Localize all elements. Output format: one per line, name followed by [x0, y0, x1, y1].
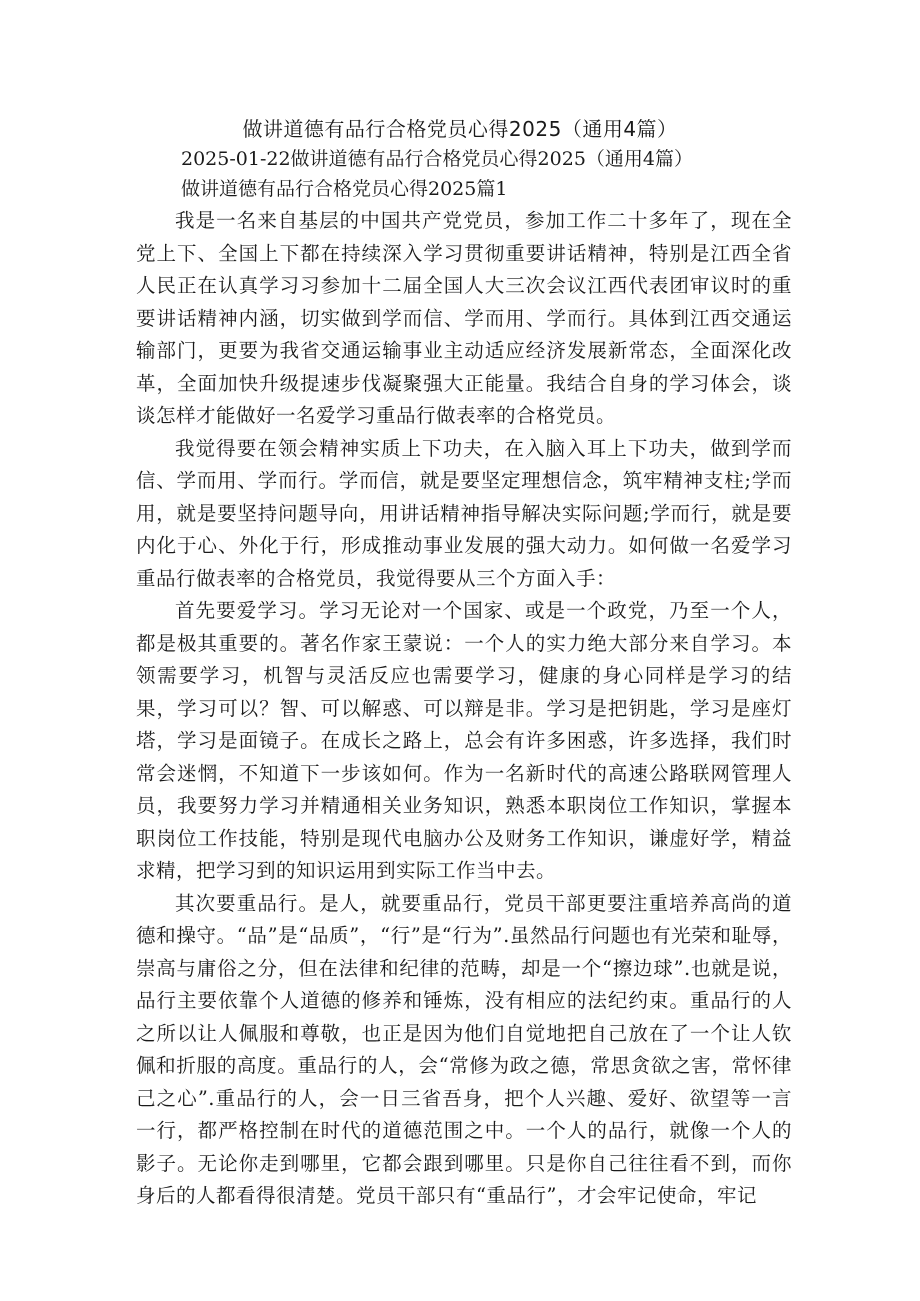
paragraph: 其次要重品行。是人，就要重品行，党员干部更要注重培养高尚的道德和操守。“品”是“品质”，“行”是“行为”.虽然品行问题也有光荣和耻辱，崇高与庸俗之分，但在法律和纪律的范畴，却是一个“擦边球”.也就是说，品行主要依靠个人道德的修养和锤炼，没有相应的法纪约束。重品行的人之所以让人佩服和尊敬，也正是因为他们自觉地把自己放在了一个让人钦佩和折服的高度。重品行的人，会“常修为政之德，常思贪欲之害，常怀律己之心”.重品行的人，会一日三省吾身，把个人兴趣、爱好、欲望等一言一行，都严格控制在时代的道德范围之中。一个人的品行，就像一个人的影子。无论你走到哪里，它都会跟到哪里。只是你自己往往看不到，而你身后的人都看得很清楚。党员干部只有“重品行”，才会牢记使命，牢记 [136, 891, 792, 1207]
paragraph: 我觉得要在领会精神实质上下功夫，在入脑入耳上下功夫，做到学而信、学而用、学而行。学而信，就是要坚定理想信念，筑牢精神支柱;学而用，就是要坚持问题导向，用讲话精神指导解决实际问题;学而行，就是要内化于心、外化于行，形成推动事业发展的强大动力。如何做一名爱学习重品行做表率的合格党员，我觉得要从三个方面入手： [136, 436, 792, 590]
paragraph: 首先要爱学习。学习无论对一个国家、或是一个政党，乃至一个人，都是极其重要的。著名作家王蒙说：一个人的实力绝大部分来自学习。本领需要学习，机智与灵活反应也需要学习，健康的身心同样是学习的结果，学习可以？智、可以解惑、可以辩是非。学习是把钥匙，学习是座灯塔，学习是面镜子。在成长之路上，总会有许多困惑，许多选择，我们时常会迷惘，不知道下一步该如何。作为一名新时代的高速公路联网管理人员，我要努力学习并精通相关业务知识，熟悉本职岗位工作知识，掌握本职岗位工作技能，特别是现代电脑办公及财务工作知识，谦虚好学，精益求精，把学习到的知识运用到实际工作当中去。 [136, 599, 792, 882]
document-title: 做讲道德有品行合格党员心得2025（通用4篇） [242, 117, 678, 141]
document-date-subtitle: 2025-01-22做讲道德有品行合格党员心得2025（通用4篇） [181, 148, 693, 170]
section-heading: 做讲道德有品行合格党员心得2025篇1 [181, 178, 508, 200]
paragraph: 我是一名来自基层的中国共产党党员，参加工作二十多年了，现在全党上下、全国上下都在持续深入学习贯彻重要讲话精神，特别是江西全省人民正在认真学习习参加十二届全国人大三次会议江西代表团审议时的重要讲话精神内涵，切实做到学而信、学而用、学而行。具体到江西交通运输部门，更要为我省交通运输事业主动适应经济发展新常态，全面深化改革，全面加快升级提速步伐凝聚强大正能量。我结合自身的学习体会，谈谈怎样才能做好一名爱学习重品行做表率的合格党员。 [136, 209, 792, 427]
document-body [136, 205, 792, 1213]
